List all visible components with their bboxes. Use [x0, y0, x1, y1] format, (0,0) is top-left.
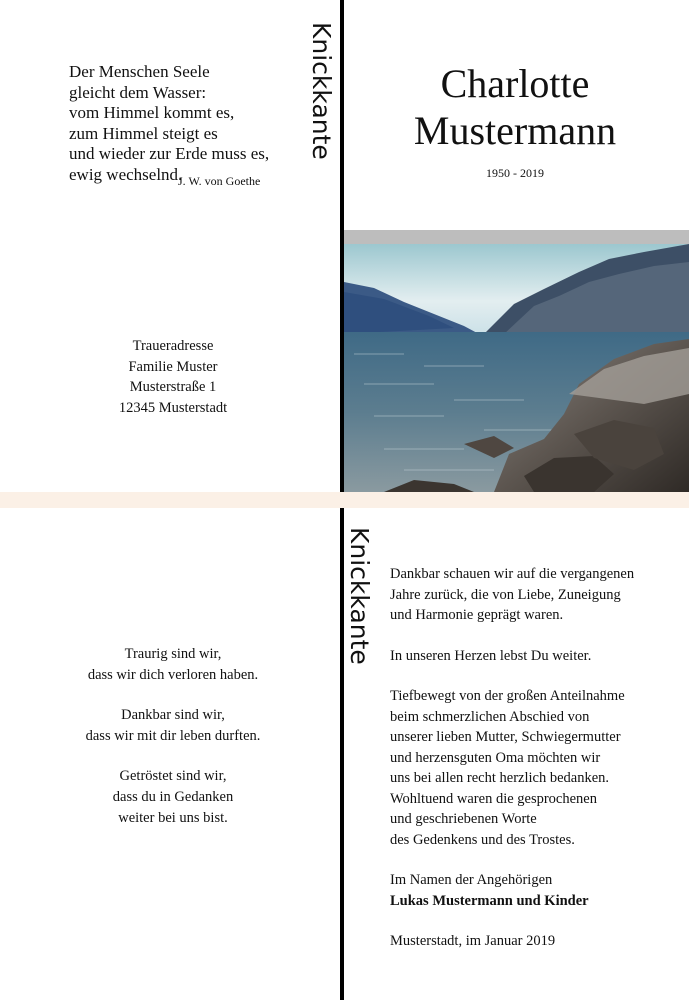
deceased-last-name: Mustermann: [413, 108, 617, 153]
fold-line-bottom: [340, 508, 344, 1000]
text-line: unserer lieben Mutter, Schwiegermutter: [390, 729, 621, 745]
address-line: 12345 Musterstadt: [118, 399, 228, 416]
text-line: beim schmerzlichen Abschied von: [390, 708, 590, 725]
verse-line: dass wir mit dir leben durften.: [85, 728, 261, 744]
signoff-names: Lukas Mustermann und Kinder: [390, 892, 589, 909]
verse-line: Getröstet sind wir,: [119, 768, 227, 784]
deceased-years: 1950 - 2019: [486, 166, 544, 180]
address-line: Musterstraße 1: [129, 379, 217, 395]
text-line: und herzensguten Oma möchten wir: [390, 749, 601, 766]
fold-label-top: Knickkante: [307, 22, 336, 160]
address-line: Familie Muster: [128, 358, 218, 375]
thanks-paragraph: [390, 564, 680, 626]
poem-line: und wieder zur Erde muss es,: [69, 144, 270, 163]
text-line: Dankbar schauen wir auf die vergangenen: [390, 566, 635, 582]
poem-line: gleicht dem Wasser:: [69, 82, 207, 102]
place-date: Musterstadt, im Januar 2019: [390, 933, 556, 949]
thanks-text: [390, 564, 680, 952]
consolation-stanza: [60, 766, 286, 829]
text-line: Wohltuend waren die gesprochenen: [390, 790, 597, 807]
deceased-name-block: [350, 60, 680, 181]
signoff-block: [390, 870, 680, 911]
fold-label-bottom: Knickkante: [345, 527, 374, 665]
thanks-paragraph: [390, 686, 680, 850]
thanks-paragraph: [390, 646, 680, 667]
signoff-intro: Im Namen der Angehörigen: [390, 872, 553, 888]
text-line: und geschriebenen Worte: [390, 811, 537, 827]
poem-line: zum Himmel steigt es: [69, 123, 218, 143]
lake-landscape-illustration: [344, 244, 689, 492]
poem-line: Der Menschen Seele: [69, 62, 210, 81]
poem-line: ewig wechselnd.: [69, 164, 183, 184]
poem-line: vom Himmel kommt es,: [69, 103, 235, 122]
text-line: und Harmonie geprägt waren.: [390, 607, 564, 623]
verse-line: dass wir dich verloren haben.: [87, 667, 259, 683]
address-line: Traueradresse: [132, 338, 214, 354]
goethe-poem: [69, 62, 269, 185]
verse-line: weiter bei uns bist.: [118, 810, 228, 826]
mourning-address: [60, 336, 286, 418]
text-line: uns bei allen recht herzlich bedanken.: [390, 770, 610, 786]
consolation-stanza: [60, 705, 286, 747]
text-line: Jahre zurück, die von Liebe, Zuneigung: [390, 586, 621, 603]
text-line: des Gedenkens und des Trostes.: [390, 831, 575, 848]
page-divider-band: [0, 492, 689, 508]
consolation-verse: [60, 644, 286, 848]
lake-landscape-photo: [344, 244, 689, 492]
deceased-first-name: Charlotte: [440, 61, 590, 106]
verse-line: Traurig sind wir,: [124, 646, 222, 662]
verse-line: dass du in Gedanken: [112, 789, 234, 805]
photo-top-strip: [344, 230, 689, 244]
text-line: Tiefbewegt von der großen Anteilnahme: [390, 688, 625, 704]
verse-line: Dankbar sind wir,: [121, 707, 225, 723]
text-line: In unseren Herzen lebst Du weiter.: [390, 647, 592, 664]
poem-author: J. W. von Goethe: [178, 174, 261, 188]
consolation-stanza: [60, 644, 286, 686]
